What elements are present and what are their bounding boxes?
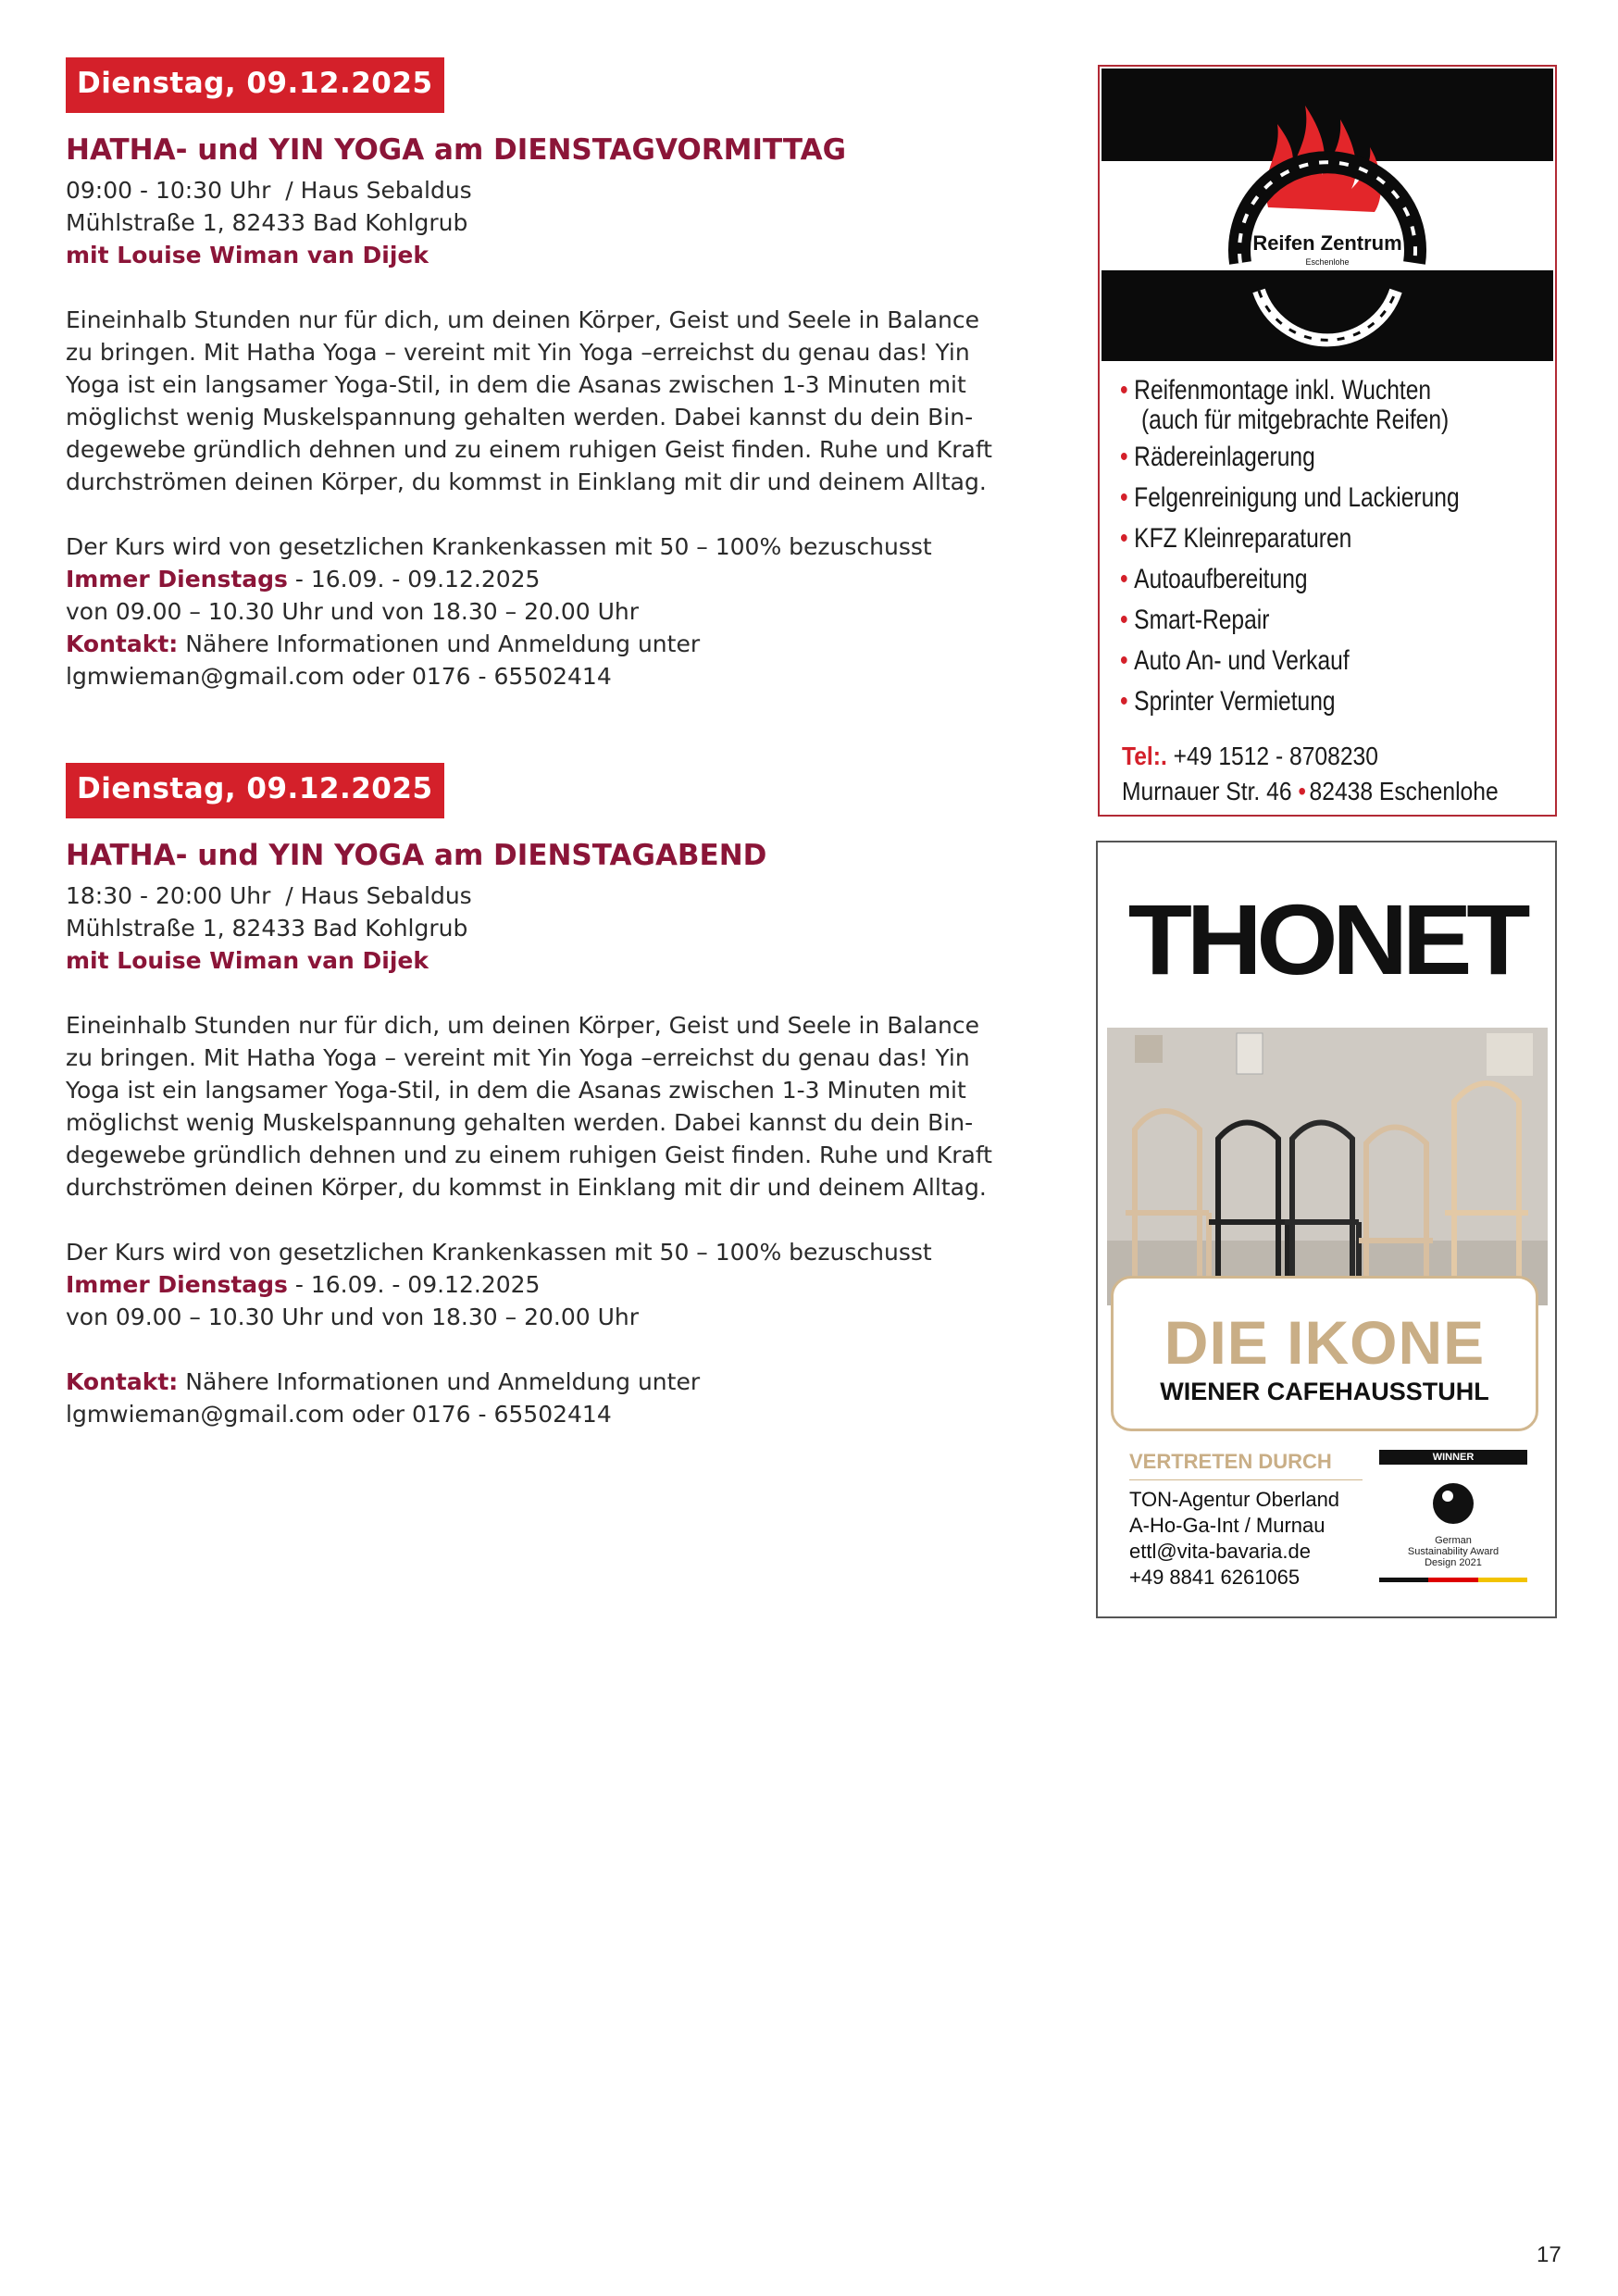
contact-line: TON-Agentur Oberland — [1129, 1488, 1340, 1511]
insurance-note: Der Kurs wird von gesetzlichen Krankenkassen mit 50 – 100% bezuschusst — [66, 1239, 932, 1266]
represented-label: VERTRETEN DURCH — [1129, 1450, 1332, 1473]
award-text — [1379, 1535, 1527, 1568]
date-tag: Dienstag, 09.12.2025 — [66, 57, 444, 113]
sustainability-award-badge — [1379, 1450, 1527, 1589]
event-info — [66, 1236, 1019, 1333]
event-title: HATHA- und YIN YOGA am DIENSTAGVORMITTAG — [66, 133, 847, 167]
contact-line: A-Ho-Ga-Int / Murnau — [1129, 1514, 1326, 1537]
contact-line — [66, 628, 1019, 660]
schedule-label: Immer Dienstags — [66, 566, 288, 593]
schedule-label: Immer Dienstags — [66, 1271, 288, 1298]
description-line: Eineinhalb Stunden nur für dich, um deinen Körper, Geist und Seele in Balance — [66, 306, 979, 333]
event-contact — [66, 1366, 1019, 1430]
thonet-logo: THONET — [1127, 883, 1525, 995]
ikone-headline: DIE IKONE — [1164, 1308, 1486, 1377]
event-description — [66, 304, 1019, 498]
contact-line — [66, 1366, 1019, 1398]
service-item: • Auto An- und Verkauf — [1120, 645, 1350, 676]
description-line: Yoga ist ein langsamer Yoga-Stil, in dem die Asanas zwischen 1-3 Minuten mit — [66, 1077, 966, 1104]
schedule-dates: - 16.09. - 09.12.2025 — [287, 566, 541, 593]
logo-sub: Eschenlohe — [1305, 257, 1350, 267]
page-number: 17 — [1537, 2242, 1562, 2267]
award-line: German — [1435, 1535, 1472, 1546]
description-line: Eineinhalb Stunden nur für dich, um deinen Körper, Geist und Seele in Balance — [66, 1012, 979, 1039]
hanging-cloth-icon — [1135, 1035, 1163, 1063]
phone-line — [1122, 739, 1497, 774]
service-item: • Sprinter Vermietung — [1120, 686, 1336, 717]
contact-details[interactable]: lgmwieman@gmail.com oder 0176 - 65502414 — [66, 663, 612, 690]
reifen-contact — [1122, 739, 1497, 809]
contact-phone: +49 8841 6261065 — [1129, 1566, 1301, 1589]
event-block-morning — [66, 57, 1019, 693]
schedule-times: von 09.00 – 10.30 Uhr und von 18.30 – 20.00 Uhr — [66, 598, 640, 625]
german-flag-stripe — [1379, 1578, 1527, 1582]
service-item: • Autoaufbereitung — [1120, 564, 1308, 594]
description-line: zu bringen. Mit Hatha Yoga – vereint mit Yin Yoga –erreichst du genau das! Yin — [66, 339, 970, 366]
date-tag: Dienstag, 09.12.2025 — [66, 763, 444, 818]
city: 82438 Eschenlohe — [1309, 777, 1499, 805]
service-item: • Smart-Repair — [1120, 605, 1270, 635]
description-line: durchströmen deinen Körper, du kommst in Einklang mit dir und deinem Alltag. — [66, 468, 987, 495]
contact-label: Kontakt: — [66, 630, 179, 657]
event-description — [66, 1009, 1019, 1204]
event-block-evening — [66, 763, 1019, 1430]
schedule-times: von 09.00 – 10.30 Uhr und von 18.30 – 20.00 Uhr — [66, 1304, 640, 1330]
contact-text: Nähere Informationen und Anmeldung unter — [178, 1368, 701, 1395]
event-address: Mühlstraße 1, 82433 Bad Kohlgrub — [66, 915, 468, 942]
ikone-subline: WIENER CAFEHAUSSTUHL — [1160, 1378, 1489, 1405]
phone-label: Tel:. — [1122, 742, 1167, 770]
event-time-place: 09:00 - 10:30 Uhr / Haus Sebaldus — [66, 177, 472, 204]
description-line: degewebe gründlich dehnen und zu einem ruhigen Geist finden. Ruhe und Kraft — [66, 1142, 992, 1168]
ad-reifen-zentrum — [1098, 65, 1557, 817]
description-line: durchströmen deinen Körper, du kommst in Einklang mit dir und deinem Alltag. — [66, 1174, 987, 1201]
insurance-note: Der Kurs wird von gesetzlichen Krankenkassen mit 50 – 100% bezuschusst — [66, 533, 932, 560]
service-item: • Felgenreinigung und Lackierung — [1120, 482, 1460, 513]
schedule-line — [66, 1268, 1019, 1301]
service-note: (auch für mitgebrachte Reifen) — [1140, 405, 1450, 435]
description-line: Yoga ist ein langsamer Yoga-Stil, in dem die Asanas zwischen 1-3 Minuten mit — [66, 371, 966, 398]
phone-number: +49 1512 - 8708230 — [1166, 742, 1378, 770]
award-line: Sustainability Award — [1407, 1546, 1500, 1557]
service-list — [1120, 370, 1546, 722]
reifen-zentrum-logo — [1101, 69, 1553, 361]
event-title: HATHA- und YIN YOGA am DIENSTAGABEND — [66, 839, 767, 872]
description-line: möglichst wenig Muskelspannung gehalten werden. Dabei kannst du dein Bin- — [66, 1109, 974, 1136]
contact-label: Kontakt: — [66, 1368, 179, 1395]
description-line: zu bringen. Mit Hatha Yoga – vereint mit Yin Yoga –erreichst du genau das! Yin — [66, 1044, 970, 1071]
street: Murnauer Str. 46 — [1122, 777, 1292, 805]
chairs-photo — [1107, 1028, 1548, 1305]
event-time-place: 18:30 - 20:00 Uhr / Haus Sebaldus — [66, 882, 472, 909]
divider — [1129, 1479, 1363, 1480]
award-seal-icon — [1424, 1474, 1483, 1533]
contact-email[interactable]: ettl@vita-bavaria.de — [1129, 1540, 1311, 1563]
event-address: Mühlstraße 1, 82433 Bad Kohlgrub — [66, 209, 468, 236]
service-item: • Reifenmontage inkl. Wuchten — [1120, 375, 1432, 406]
description-line: degewebe gründlich dehnen und zu einem ruhigen Geist finden. Ruhe und Kraft — [66, 436, 992, 463]
logo-name: Reifen Zentrum — [1252, 231, 1402, 255]
event-instructor: mit Louise Wiman van Dijek — [66, 242, 429, 268]
schedule-line — [66, 563, 1019, 595]
contact-details[interactable]: lgmwieman@gmail.com oder 0176 - 65502414 — [66, 1401, 612, 1428]
description-line: möglichst wenig Muskelspannung gehalten werden. Dabei kannst du dein Bin- — [66, 404, 974, 430]
address-line: Murnauer Str. 46 • 82438 Eschenlohe — [1122, 777, 1499, 805]
event-instructor: mit Louise Wiman van Dijek — [66, 947, 429, 974]
event-info — [66, 530, 1019, 693]
thonet-contact — [1129, 1487, 1339, 1591]
contact-text: Nähere Informationen und Anmeldung unter — [178, 630, 701, 657]
service-item: • KFZ Kleinreparaturen — [1120, 523, 1352, 554]
schedule-dates: - 16.09. - 09.12.2025 — [287, 1271, 541, 1298]
ad-thonet — [1096, 841, 1557, 1618]
award-line: Design 2021 — [1425, 1557, 1482, 1568]
service-item: • Rädereinlagerung — [1120, 442, 1315, 472]
award-head: WINNER — [1379, 1450, 1527, 1465]
